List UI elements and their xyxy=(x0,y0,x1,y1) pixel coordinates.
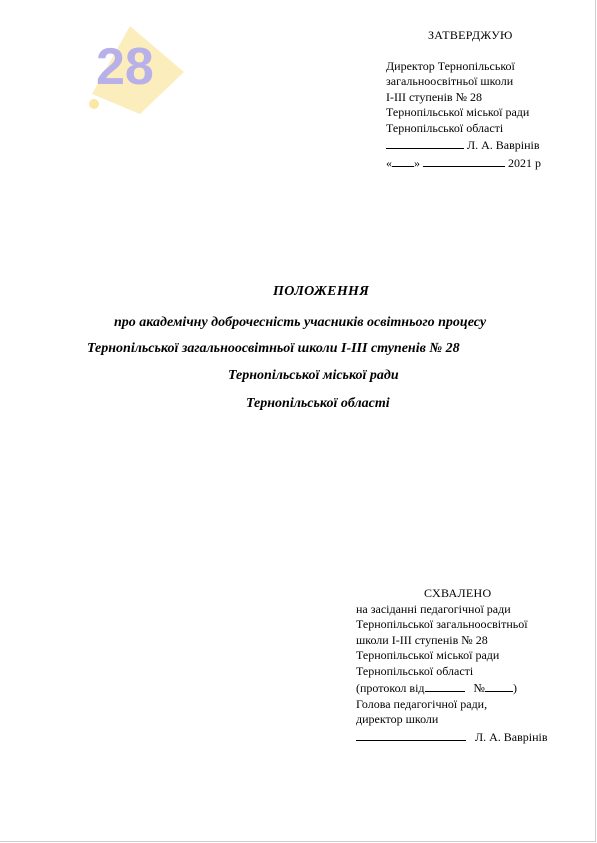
praised-signer: Л. А. Ваврінів xyxy=(475,729,548,744)
school-logo xyxy=(84,24,188,116)
approval-year: 2021 р xyxy=(508,155,541,170)
day-blank xyxy=(392,154,414,167)
praised-heading: СХВАЛЕНО xyxy=(424,586,492,600)
approval-signer: Л. А. Ваврінів xyxy=(467,138,540,152)
praised-line: Тернопільської загальноосвітньої xyxy=(356,617,528,631)
approval-signature-line xyxy=(386,136,586,154)
date-close-quote: » xyxy=(414,155,420,170)
month-blank xyxy=(423,154,505,167)
protocol-number-blank xyxy=(485,679,513,692)
date-open-quote: « xyxy=(386,155,392,170)
chair-line: Голова педагогічної ради, xyxy=(356,696,488,711)
title-subline: Тернопільської загальноосвітньої школи І-ІІІ ступенів № 28 xyxy=(87,341,460,356)
protocol-suffix: ) xyxy=(512,681,517,695)
signature-blank xyxy=(356,728,466,741)
praised-line: школи І-ІІІ ступенів № 28 xyxy=(356,632,488,647)
approval-line: загальноосвітньої школи xyxy=(386,74,514,88)
protocol-date-blank xyxy=(425,679,465,692)
praised-signature-line xyxy=(356,728,576,746)
protocol-line xyxy=(356,679,576,697)
document-title: ПОЛОЖЕННЯ xyxy=(273,284,370,299)
chair-line: директор школи xyxy=(356,712,439,726)
logo-dot xyxy=(89,99,99,109)
approval-line: І-ІІІ ступенів № 28 xyxy=(386,89,483,104)
title-subline: Тернопільської області xyxy=(246,396,390,411)
protocol-prefix: (протокол від xyxy=(356,681,425,695)
approval-date-line xyxy=(386,154,586,172)
praised-line: Тернопільської області xyxy=(356,663,474,678)
approval-line: Директор Тернопільської xyxy=(386,58,515,73)
praised-block xyxy=(356,586,576,745)
title-subline: Тернопільської міської ради xyxy=(228,368,399,383)
approval-line: Тернопільської міської ради xyxy=(386,105,530,119)
approval-line: Тернопільської області xyxy=(386,120,504,135)
logo-number: 28 xyxy=(96,38,154,96)
praised-line: Тернопільської міської ради xyxy=(356,648,500,662)
praised-line: на засіданні педагогічної ради xyxy=(356,601,511,616)
approval-heading: ЗАТВЕРДЖУЮ xyxy=(428,28,513,42)
protocol-number-sign: № xyxy=(473,681,485,695)
signature-blank xyxy=(386,136,464,149)
approval-block xyxy=(386,28,586,171)
title-subline: про академічну доброчесність учасників освітнього процесу xyxy=(114,315,487,330)
